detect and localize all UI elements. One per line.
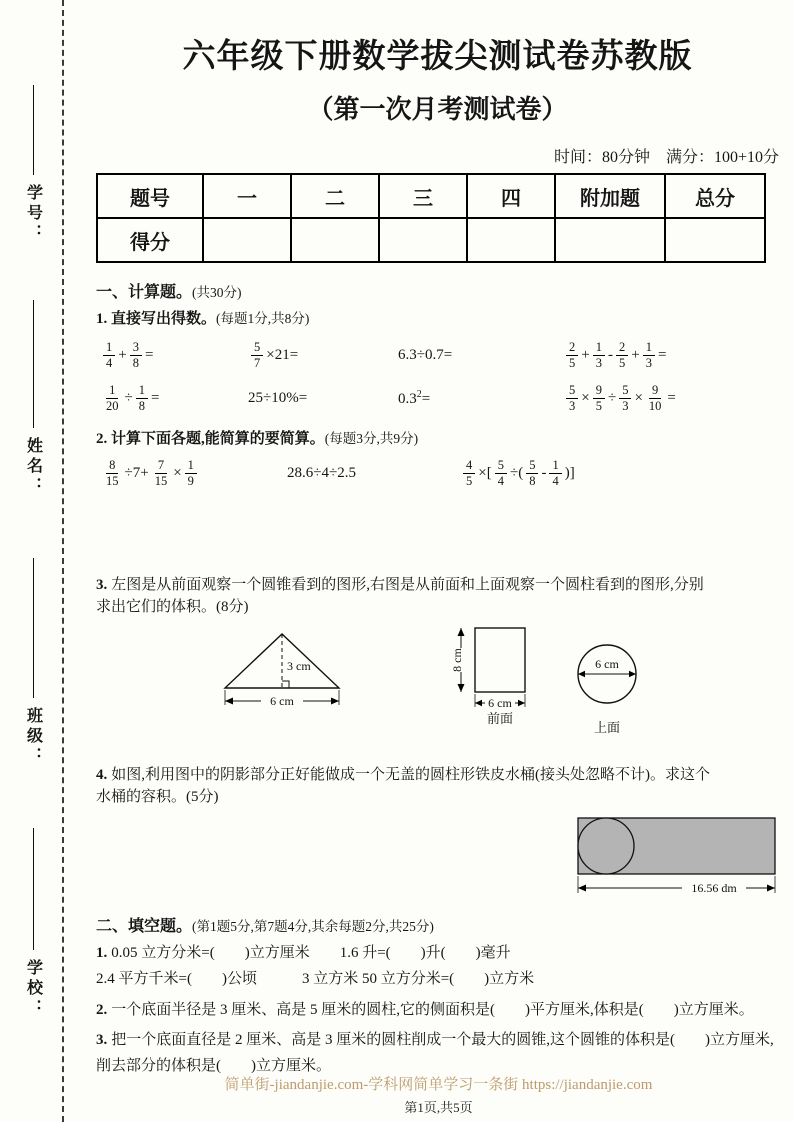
seal-dashed-line: [62, 0, 64, 1122]
arrowhead: [767, 885, 775, 892]
arrowhead: [475, 700, 482, 706]
section2-heading: [96, 913, 779, 936]
q4-number: 4.: [96, 767, 108, 784]
arrowhead: [458, 628, 465, 636]
q1-heading: [96, 307, 779, 328]
bucket-material-diagram: [574, 814, 779, 899]
q4-text-line1: 如图,利用图中的阴影部分正好能做成一个无盖的圆柱形铁皮水桶(接头处忽略不计)。求这个: [111, 767, 710, 784]
expression: $\frac{1}{20}$ ÷ $\frac{1}{8}$ =: [106, 382, 160, 413]
name-write-line: [33, 300, 34, 428]
fill-q1-line1: [96, 940, 779, 966]
q4-text-line2: 水桶的容积。(5分): [96, 789, 219, 806]
fill-q3-line: [96, 1027, 779, 1080]
score-cell: [291, 218, 379, 262]
score-value-row: [97, 218, 765, 262]
score-header-bonus: 附加题: [555, 174, 665, 218]
page-footer: [84, 1073, 793, 1116]
score-header-col2: 二: [291, 174, 379, 218]
q3-text-line2: 求出它们的体积。(8分): [96, 599, 249, 616]
q2-expr-row: [96, 454, 779, 492]
score-cell: [203, 218, 291, 262]
q2-number: 2.: [96, 431, 108, 447]
sidebar-field-class: [15, 558, 51, 767]
page-title: 六年级下册数学拔尖测试卷苏教版: [182, 39, 693, 75]
fill-q2-text: 一个底面半径是 3 厘米、高是 5 厘米的圆柱,它的侧面积是( )平方厘米,体积是( )立方厘米。: [111, 1001, 754, 1018]
time-info: 时间：80分钟 满分：100+10分: [553, 149, 779, 166]
cylinder-top-view-diagram: [565, 638, 649, 736]
footer-page: 第1页,共5页: [404, 1100, 473, 1115]
school-label: 学校：: [24, 959, 42, 1019]
q1-title: 直接写出得数。: [111, 311, 217, 327]
section1-heading-text: 一、计算题。: [96, 284, 193, 301]
q3-line1: [96, 574, 779, 596]
expression: $\frac{5}{7}$ ×21=: [248, 340, 398, 371]
score-header-col3: 三: [379, 174, 467, 218]
footer-site: 简单街-jiandanjie.com-学科网简单学习一条街 https://jiandanjie.com: [224, 1077, 653, 1093]
q3-number: 3.: [96, 577, 108, 593]
expression: $\frac{8}{15}$ ÷7+ $\frac{7}{15}$ × $\frac{1}{9}$: [100, 458, 287, 489]
section2-heading-text: 二、填空题。: [96, 918, 193, 936]
score-row-label: 得分: [97, 218, 203, 262]
right-angle-mark: [282, 681, 289, 688]
q1-number: 1.: [96, 311, 108, 327]
score-header-col1: 一: [203, 174, 291, 218]
fill-q2-number: 2.: [96, 1001, 108, 1018]
q2-note: (每题3分,共9分): [324, 431, 419, 446]
page-subtitle: （第一次月考测试卷）: [307, 95, 568, 124]
q3-diagrams: [96, 624, 779, 740]
shaded-circle: [578, 818, 634, 874]
front-view-rect: [475, 628, 525, 692]
expression: 6.3÷0.7=: [398, 346, 453, 363]
score-cell: [665, 218, 765, 262]
fill-q2-line: [96, 997, 779, 1023]
score-table: [96, 173, 766, 263]
arrowhead: [458, 684, 465, 692]
q1-note: (每题1分,共8分): [216, 311, 310, 326]
fill-question-1: [96, 940, 779, 993]
cone-front-view-diagram: [215, 624, 347, 714]
fill-question-2: [96, 997, 779, 1023]
arrowhead: [331, 698, 339, 705]
fill-q1-text1: 0.05 立方分米=( )立方厘米 1.6 升=( )升( )毫升: [111, 945, 511, 962]
fill-question-3: [96, 1027, 779, 1080]
score-header-total: 总分: [665, 174, 765, 218]
q2-heading: [96, 427, 779, 448]
cone-height-label: 3 cm: [287, 659, 311, 674]
cone-base-label: 6 cm: [270, 694, 294, 709]
student-id-label: 学号：: [24, 184, 42, 244]
q4-line1: [96, 764, 779, 786]
expression: $0.3^2=$: [398, 388, 431, 407]
score-cell: [555, 218, 665, 262]
expression: $\frac{2}{5}$ + $\frac{1}{3}$ - $\frac{2}{5}$ + $\frac{1}{3}$ =: [563, 340, 779, 371]
arrowhead: [578, 885, 586, 892]
sidebar-field-school: [15, 828, 51, 1019]
cylinder-front-view-diagram: [445, 624, 533, 726]
expression: $\frac{1}{4}$ + $\frac{3}{8}$ =: [100, 340, 248, 371]
score-cell: [467, 218, 555, 262]
expression: 25÷10%=: [248, 389, 308, 406]
school-write-line: [33, 828, 34, 950]
front-view-caption: 前面: [486, 711, 514, 727]
fill-q1-line2: 2.4 平方千米=( )公顷 3 立方米 50 立方分米=( )立方米: [96, 971, 535, 988]
fill-q1-number: 1.: [96, 945, 108, 962]
class-write-line: [33, 558, 34, 698]
bucket-width-label: 16.56 dm: [691, 881, 737, 896]
q3-text-line1: 左图是从前面观察一个圆锥看到的图形,右图是从前面和上面观察一个圆柱看到的图形,分别: [111, 577, 704, 593]
sidebar-field-name: [15, 300, 51, 497]
top-view-caption: 上面: [593, 720, 621, 736]
q4-diagram-wrap: [96, 814, 779, 899]
top-diameter-label: 6 cm: [595, 657, 619, 672]
name-label: 姓名：: [24, 437, 42, 497]
q4-text: [96, 764, 779, 808]
section2-heading-note: (第1题5分,第7题4分,其余每题2分,共25分): [192, 919, 434, 935]
exam-content: [84, 0, 793, 1079]
fill-q3-text: 把一个底面直径是 2 厘米、高是 3 厘米的圆柱削成一个最大的圆锥,这个圆锥的体积是( )立方厘米,削去部分的体积是( )立方厘米。: [96, 1031, 774, 1075]
arrowhead: [225, 698, 233, 705]
score-cell: [379, 218, 467, 262]
expression: 28.6÷4÷2.5: [287, 464, 356, 481]
score-header-col4: 四: [467, 174, 555, 218]
q2-title: 计算下面各题,能简算的要简算。: [111, 431, 325, 447]
fill-q3-number: 3.: [96, 1031, 108, 1048]
front-height-label: 8 cm: [450, 648, 464, 672]
q3-text: [96, 574, 779, 618]
q1-expr-row-1: [96, 336, 779, 374]
score-header-timu: 题号: [97, 174, 203, 218]
front-width-label: 6 cm: [488, 696, 512, 711]
sidebar-field-student-id: [15, 85, 51, 244]
expression: $\frac{5}{3}$ × $\frac{9}{5}$ ÷ $\frac{5}{3}$ × $\frac{9}{10}$ =: [563, 383, 779, 414]
expression: $\frac{4}{5}$ ×[ $\frac{5}{4}$ ÷( $\frac{5}{8}$ - $\frac{1}{4}$ )]: [460, 458, 779, 489]
section1-heading-note: (共30分): [192, 285, 242, 300]
arrowhead: [578, 671, 585, 677]
section1-heading: [96, 279, 779, 302]
q1-expr-row-2: [96, 379, 779, 417]
class-label: 班级：: [24, 707, 42, 767]
score-header-row: [97, 174, 765, 218]
arrowhead: [629, 671, 636, 677]
student-id-write-line: [33, 85, 34, 175]
arrowhead: [518, 700, 525, 706]
